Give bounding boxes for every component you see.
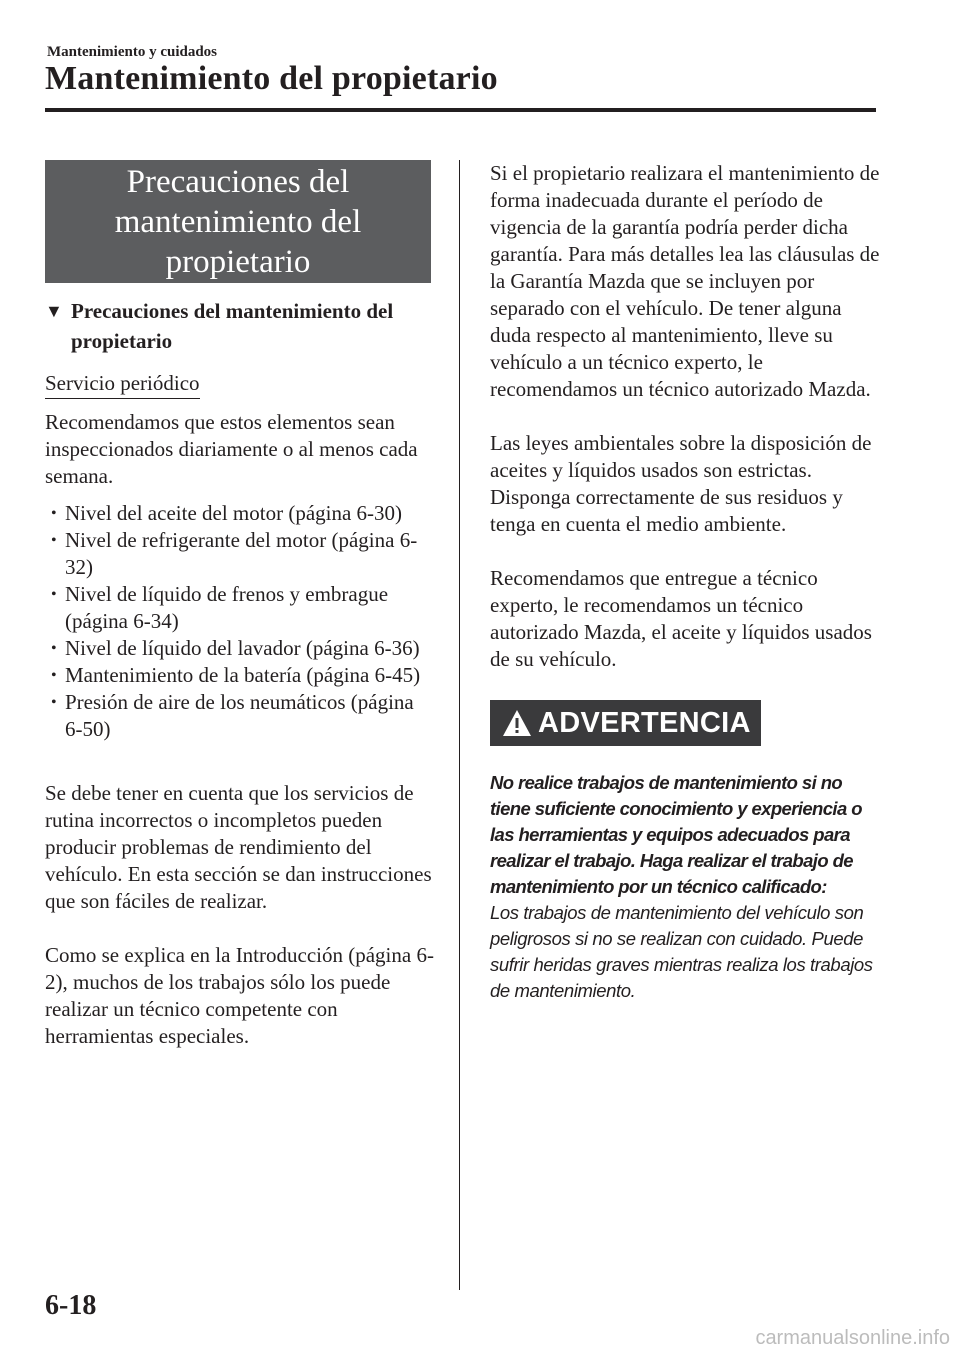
right-column	[490, 160, 880, 1004]
list-item	[45, 500, 435, 527]
list-item-text: Nivel de líquido de frenos y embrague (página 6-34)	[65, 582, 389, 633]
list-item-text: Nivel de líquido del lavador (página 6-36)	[65, 636, 420, 660]
subsection-heading	[45, 296, 435, 356]
bullet-icon: •	[51, 532, 57, 549]
section-banner-title: Precauciones del mantenimiento del propietario	[114, 163, 362, 280]
list-item	[45, 527, 435, 581]
list-item	[45, 689, 435, 743]
bullet-icon: •	[51, 505, 57, 522]
list-item-text: Presión de aire de los neumáticos (página 6-50)	[65, 690, 414, 741]
header-section-label: Mantenimiento y cuidados	[47, 44, 218, 60]
page-title: Mantenimiento del propietario	[45, 60, 498, 97]
bullet-icon: •	[51, 640, 57, 657]
warning-bold-text: No realice trabajos de mantenimiento si no tiene suficiente conocimiento y experiencia o las herramientas y equipos adecuados para realizar el trabajo. Haga realizar el trabajo de mantenimiento por un técnico calificado:	[490, 772, 862, 897]
disposal-paragraph: Recomendamos que entregue a técnico experto, le recomendamos un técnico autorizado Mazda, el aceite y líquidos usados de su vehículo.	[490, 566, 872, 671]
warning-detail-text: Los trabajos de mantenimiento del vehículo son peligrosos si no se realizan con cuidado. Puede sufrir heridas graves mientras realiza los trabajos de mantenimiento.	[490, 902, 873, 1001]
subsection-heading-text: Precauciones del mantenimiento del propietario	[71, 299, 394, 353]
list-item	[45, 581, 435, 635]
routine-service-paragraph: Se debe tener en cuenta que los servicios de rutina incorrectos o incompletos pueden producir problemas de rendimiento del vehículo. En esta sección se dan instrucciones que son fáciles de realizar.	[45, 781, 432, 913]
periodic-service-heading: Servicio periódico	[45, 369, 200, 399]
bullet-icon: •	[51, 694, 57, 711]
left-column	[45, 160, 435, 1050]
bullet-icon: •	[51, 667, 57, 684]
bullet-icon: •	[51, 586, 57, 603]
list-item-text: Mantenimiento de la batería (página 6-45)	[65, 663, 421, 687]
intro-paragraph: Recomendamos que estos elementos sean inspeccionados diariamente o al menos cada semana.	[45, 410, 418, 488]
list-item-text: Nivel de refrigerante del motor (página 6-32)	[65, 528, 418, 579]
page-number: 6-18	[45, 1290, 97, 1321]
warning-banner	[490, 700, 761, 746]
triangle-marker-icon: ▼	[45, 301, 63, 321]
list-item	[45, 662, 435, 689]
inspection-list	[45, 500, 435, 743]
environment-paragraph: Las leyes ambientales sobre la disposición de aceites y líquidos usados son estrictas. Disponga correctamente de sus residuos y tenga en cuenta el medio ambiente.	[490, 431, 872, 536]
column-divider	[459, 160, 460, 1290]
list-item-text: Nivel del aceite del motor (página 6-30)	[65, 501, 403, 525]
warranty-paragraph: Si el propietario realizara el mantenimiento de forma inadecuada durante el período de vigencia de la garantía podría perder dicha garantía. Para más detalles lea las cláusulas de la Garantía Mazda que se incluyen por separado con el vehículo. De tener alguna duda respecto al mantenimiento, lleve su vehículo a un técnico experto, le recomendamos un técnico autorizado Mazda.	[490, 161, 880, 401]
section-banner	[45, 160, 431, 283]
warning-triangle-icon	[502, 709, 532, 737]
watermark: carmanualsonline.info	[755, 1327, 950, 1349]
introduction-reference-paragraph: Como se explica en la Introducción (página 6-2), muchos de los trabajos sólo los puede realizar un técnico competente con herramientas especiales.	[45, 943, 434, 1048]
list-item	[45, 635, 435, 662]
warning-label: ADVERTENCIA	[538, 706, 751, 739]
header-rule	[45, 108, 876, 112]
